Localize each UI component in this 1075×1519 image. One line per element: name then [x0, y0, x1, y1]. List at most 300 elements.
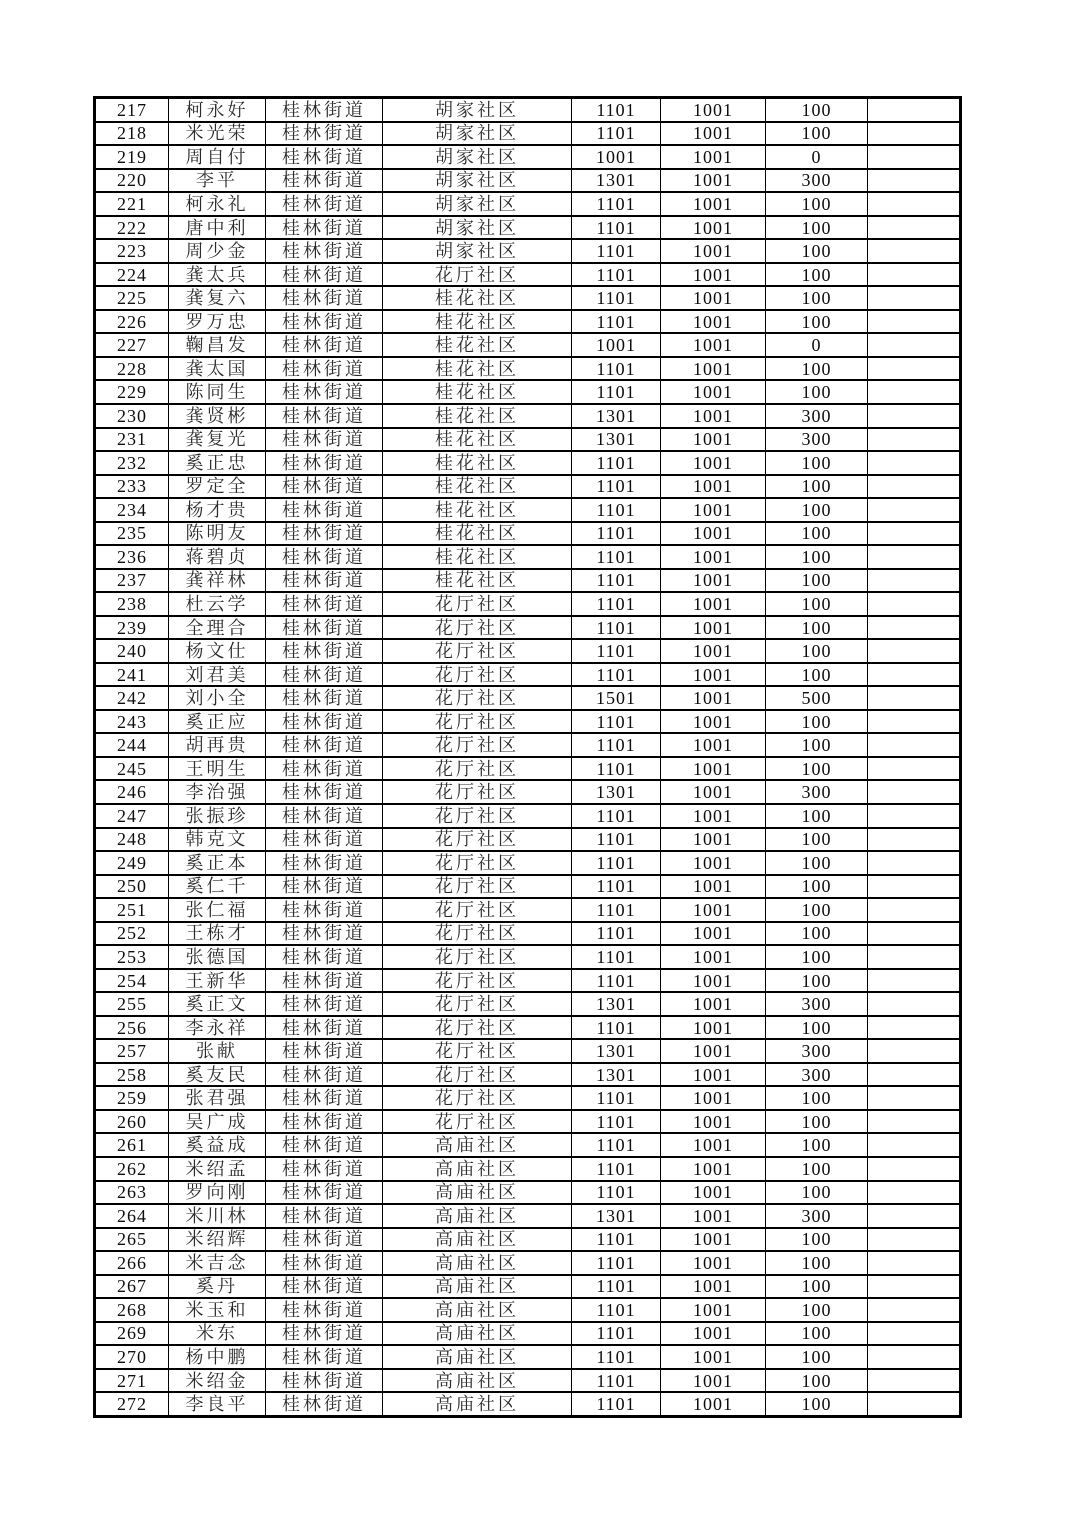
amount-cell-3: 100: [766, 98, 868, 122]
street-cell: 桂林街道: [266, 592, 383, 616]
name-cell: 周少金: [169, 239, 266, 263]
amount-cell-3: 100: [766, 1345, 868, 1369]
amount-cell-2: 1001: [661, 310, 766, 334]
table-row: [95, 333, 961, 357]
table-row: [95, 239, 961, 263]
row-number-cell: 249: [95, 851, 169, 875]
name-cell: 米川林: [169, 1204, 266, 1228]
community-cell: 高庙社区: [383, 1204, 572, 1228]
amount-cell-3: 500: [766, 686, 868, 710]
amount-cell-2: 1001: [661, 357, 766, 381]
empty-cell: [868, 333, 961, 357]
community-cell: 高庙社区: [383, 1181, 572, 1205]
table-row: [95, 428, 961, 452]
name-cell: 全理合: [169, 616, 266, 640]
community-cell: 花厅社区: [383, 686, 572, 710]
table-row: [95, 828, 961, 852]
name-cell: 罗向刚: [169, 1181, 266, 1205]
amount-cell-2: 1001: [661, 1251, 766, 1275]
amount-cell-3: 300: [766, 1204, 868, 1228]
amount-cell-1: 1101: [572, 875, 661, 899]
amount-cell-2: 1001: [661, 1086, 766, 1110]
table-row: [95, 639, 961, 663]
street-cell: 桂林街道: [266, 780, 383, 804]
row-number-cell: 238: [95, 592, 169, 616]
amount-cell-3: 300: [766, 1063, 868, 1087]
empty-cell: [868, 1392, 961, 1416]
name-cell: 龚复光: [169, 428, 266, 452]
name-cell: 米玉和: [169, 1298, 266, 1322]
amount-cell-3: 100: [766, 898, 868, 922]
name-cell: 王新华: [169, 969, 266, 993]
table-body: [95, 98, 961, 1417]
row-number-cell: 218: [95, 122, 169, 146]
amount-cell-2: 1001: [661, 1110, 766, 1134]
amount-cell-1: 1101: [572, 192, 661, 216]
amount-cell-2: 1001: [661, 592, 766, 616]
table-row: [95, 169, 961, 193]
street-cell: 桂林街道: [266, 475, 383, 499]
table-row: [95, 804, 961, 828]
community-cell: 高庙社区: [383, 1298, 572, 1322]
street-cell: 桂林街道: [266, 1063, 383, 1087]
amount-cell-2: 1001: [661, 686, 766, 710]
row-number-cell: 232: [95, 451, 169, 475]
empty-cell: [868, 1133, 961, 1157]
name-cell: 陈明友: [169, 522, 266, 546]
amount-cell-1: 1101: [572, 1392, 661, 1416]
amount-cell-1: 1101: [572, 898, 661, 922]
amount-cell-3: 100: [766, 804, 868, 828]
row-number-cell: 224: [95, 263, 169, 287]
amount-cell-3: 100: [766, 592, 868, 616]
table-row: [95, 1251, 961, 1275]
street-cell: 桂林街道: [266, 663, 383, 687]
name-cell: 奚丹: [169, 1275, 266, 1299]
row-number-cell: 244: [95, 733, 169, 757]
amount-cell-1: 1101: [572, 310, 661, 334]
name-cell: 米绍孟: [169, 1157, 266, 1181]
amount-cell-2: 1001: [661, 804, 766, 828]
name-cell: 李良平: [169, 1392, 266, 1416]
amount-cell-1: 1101: [572, 357, 661, 381]
table-row: [95, 1345, 961, 1369]
name-cell: 李平: [169, 169, 266, 193]
community-cell: 胡家社区: [383, 216, 572, 240]
community-cell: 花厅社区: [383, 922, 572, 946]
street-cell: 桂林街道: [266, 1322, 383, 1346]
street-cell: 桂林街道: [266, 1392, 383, 1416]
community-cell: 花厅社区: [383, 851, 572, 875]
amount-cell-2: 1001: [661, 1392, 766, 1416]
amount-cell-1: 1101: [572, 945, 661, 969]
row-number-cell: 252: [95, 922, 169, 946]
street-cell: 桂林街道: [266, 1228, 383, 1252]
street-cell: 桂林街道: [266, 498, 383, 522]
empty-cell: [868, 1322, 961, 1346]
name-cell: 张君强: [169, 1086, 266, 1110]
amount-cell-3: 100: [766, 710, 868, 734]
amount-cell-1: 1101: [572, 1133, 661, 1157]
empty-cell: [868, 710, 961, 734]
amount-cell-3: 100: [766, 663, 868, 687]
name-cell: 柯永礼: [169, 192, 266, 216]
row-number-cell: 223: [95, 239, 169, 263]
table-row: [95, 592, 961, 616]
amount-cell-2: 1001: [661, 333, 766, 357]
community-cell: 花厅社区: [383, 710, 572, 734]
street-cell: 桂林街道: [266, 1157, 383, 1181]
street-cell: 桂林街道: [266, 1110, 383, 1134]
community-cell: 高庙社区: [383, 1133, 572, 1157]
amount-cell-3: 300: [766, 169, 868, 193]
amount-cell-1: 1101: [572, 1157, 661, 1181]
amount-cell-1: 1101: [572, 1275, 661, 1299]
amount-cell-3: 100: [766, 498, 868, 522]
roster-table: [93, 96, 962, 1418]
table-row: [95, 1298, 961, 1322]
amount-cell-3: 0: [766, 145, 868, 169]
row-number-cell: 254: [95, 969, 169, 993]
amount-cell-3: 300: [766, 780, 868, 804]
amount-cell-2: 1001: [661, 569, 766, 593]
empty-cell: [868, 451, 961, 475]
street-cell: 桂林街道: [266, 1086, 383, 1110]
street-cell: 桂林街道: [266, 169, 383, 193]
empty-cell: [868, 1110, 961, 1134]
name-cell: 王明生: [169, 757, 266, 781]
amount-cell-1: 1101: [572, 1251, 661, 1275]
amount-cell-3: 300: [766, 1039, 868, 1063]
table-row: [95, 898, 961, 922]
empty-cell: [868, 922, 961, 946]
empty-cell: [868, 592, 961, 616]
row-number-cell: 240: [95, 639, 169, 663]
name-cell: 龚太兵: [169, 263, 266, 287]
street-cell: 桂林街道: [266, 1039, 383, 1063]
amount-cell-3: 100: [766, 828, 868, 852]
table-row: [95, 710, 961, 734]
empty-cell: [868, 992, 961, 1016]
name-cell: 龚复六: [169, 286, 266, 310]
amount-cell-3: 100: [766, 451, 868, 475]
amount-cell-1: 1101: [572, 733, 661, 757]
community-cell: 桂花社区: [383, 357, 572, 381]
table-row: [95, 945, 961, 969]
table-row: [95, 122, 961, 146]
table-row: [95, 451, 961, 475]
street-cell: 桂林街道: [266, 145, 383, 169]
amount-cell-1: 1101: [572, 1322, 661, 1346]
amount-cell-1: 1101: [572, 216, 661, 240]
name-cell: 龚祥林: [169, 569, 266, 593]
table-row: [95, 286, 961, 310]
street-cell: 桂林街道: [266, 522, 383, 546]
empty-cell: [868, 357, 961, 381]
amount-cell-3: 100: [766, 757, 868, 781]
amount-cell-3: 100: [766, 569, 868, 593]
street-cell: 桂林街道: [266, 428, 383, 452]
name-cell: 周自付: [169, 145, 266, 169]
empty-cell: [868, 192, 961, 216]
amount-cell-2: 1001: [661, 922, 766, 946]
amount-cell-1: 1101: [572, 922, 661, 946]
name-cell: 罗定全: [169, 475, 266, 499]
amount-cell-1: 1101: [572, 639, 661, 663]
amount-cell-2: 1001: [661, 1322, 766, 1346]
amount-cell-1: 1001: [572, 145, 661, 169]
table-row: [95, 475, 961, 499]
name-cell: 奚正本: [169, 851, 266, 875]
table-row: [95, 192, 961, 216]
amount-cell-3: 100: [766, 969, 868, 993]
table-row: [95, 992, 961, 1016]
amount-cell-2: 1001: [661, 639, 766, 663]
amount-cell-1: 1101: [572, 757, 661, 781]
amount-cell-2: 1001: [661, 1204, 766, 1228]
table-row: [95, 380, 961, 404]
table-row: [95, 663, 961, 687]
amount-cell-1: 1101: [572, 451, 661, 475]
amount-cell-1: 1301: [572, 428, 661, 452]
amount-cell-2: 1001: [661, 898, 766, 922]
street-cell: 桂林街道: [266, 192, 383, 216]
amount-cell-2: 1001: [661, 216, 766, 240]
street-cell: 桂林街道: [266, 922, 383, 946]
community-cell: 桂花社区: [383, 404, 572, 428]
street-cell: 桂林街道: [266, 804, 383, 828]
empty-cell: [868, 1063, 961, 1087]
row-number-cell: 246: [95, 780, 169, 804]
table-row: [95, 1110, 961, 1134]
community-cell: 花厅社区: [383, 898, 572, 922]
row-number-cell: 220: [95, 169, 169, 193]
community-cell: 桂花社区: [383, 451, 572, 475]
street-cell: 桂林街道: [266, 828, 383, 852]
amount-cell-1: 1101: [572, 122, 661, 146]
empty-cell: [868, 98, 961, 122]
name-cell: 吴广成: [169, 1110, 266, 1134]
amount-cell-3: 100: [766, 239, 868, 263]
street-cell: 桂林街道: [266, 733, 383, 757]
amount-cell-2: 1001: [661, 1298, 766, 1322]
street-cell: 桂林街道: [266, 1345, 383, 1369]
community-cell: 花厅社区: [383, 1110, 572, 1134]
street-cell: 桂林街道: [266, 216, 383, 240]
community-cell: 花厅社区: [383, 828, 572, 852]
table-row: [95, 875, 961, 899]
street-cell: 桂林街道: [266, 1251, 383, 1275]
street-cell: 桂林街道: [266, 969, 383, 993]
empty-cell: [868, 428, 961, 452]
amount-cell-2: 1001: [661, 945, 766, 969]
amount-cell-1: 1301: [572, 780, 661, 804]
amount-cell-1: 1101: [572, 804, 661, 828]
street-cell: 桂林街道: [266, 686, 383, 710]
amount-cell-1: 1101: [572, 1369, 661, 1393]
amount-cell-2: 1001: [661, 1369, 766, 1393]
street-cell: 桂林街道: [266, 875, 383, 899]
street-cell: 桂林街道: [266, 357, 383, 381]
name-cell: 张德国: [169, 945, 266, 969]
amount-cell-3: 100: [766, 1392, 868, 1416]
street-cell: 桂林街道: [266, 1275, 383, 1299]
name-cell: 奚益成: [169, 1133, 266, 1157]
amount-cell-1: 1101: [572, 263, 661, 287]
amount-cell-2: 1001: [661, 663, 766, 687]
amount-cell-1: 1101: [572, 969, 661, 993]
community-cell: 高庙社区: [383, 1345, 572, 1369]
street-cell: 桂林街道: [266, 898, 383, 922]
amount-cell-3: 300: [766, 428, 868, 452]
street-cell: 桂林街道: [266, 545, 383, 569]
empty-cell: [868, 545, 961, 569]
amount-cell-2: 1001: [661, 992, 766, 1016]
community-cell: 高庙社区: [383, 1275, 572, 1299]
amount-cell-3: 300: [766, 404, 868, 428]
community-cell: 胡家社区: [383, 145, 572, 169]
community-cell: 高庙社区: [383, 1157, 572, 1181]
community-cell: 桂花社区: [383, 475, 572, 499]
amount-cell-2: 1001: [661, 780, 766, 804]
amount-cell-2: 1001: [661, 145, 766, 169]
community-cell: 高庙社区: [383, 1251, 572, 1275]
amount-cell-2: 1001: [661, 1275, 766, 1299]
amount-cell-3: 100: [766, 1228, 868, 1252]
empty-cell: [868, 522, 961, 546]
row-number-cell: 217: [95, 98, 169, 122]
row-number-cell: 266: [95, 1251, 169, 1275]
row-number-cell: 268: [95, 1298, 169, 1322]
empty-cell: [868, 1204, 961, 1228]
name-cell: 奚仁千: [169, 875, 266, 899]
empty-cell: [868, 1251, 961, 1275]
amount-cell-1: 1101: [572, 239, 661, 263]
amount-cell-3: 100: [766, 1133, 868, 1157]
amount-cell-3: 300: [766, 992, 868, 1016]
community-cell: 胡家社区: [383, 239, 572, 263]
table-row: [95, 522, 961, 546]
street-cell: 桂林街道: [266, 98, 383, 122]
amount-cell-3: 100: [766, 263, 868, 287]
table-row: [95, 1275, 961, 1299]
community-cell: 胡家社区: [383, 98, 572, 122]
amount-cell-1: 1101: [572, 1110, 661, 1134]
street-cell: 桂林街道: [266, 1369, 383, 1393]
empty-cell: [868, 851, 961, 875]
table-row: [95, 1157, 961, 1181]
community-cell: 花厅社区: [383, 263, 572, 287]
row-number-cell: 222: [95, 216, 169, 240]
community-cell: 桂花社区: [383, 380, 572, 404]
amount-cell-1: 1101: [572, 545, 661, 569]
amount-cell-2: 1001: [661, 1181, 766, 1205]
row-number-cell: 229: [95, 380, 169, 404]
community-cell: 花厅社区: [383, 1016, 572, 1040]
row-number-cell: 248: [95, 828, 169, 852]
name-cell: 鞠昌发: [169, 333, 266, 357]
community-cell: 桂花社区: [383, 286, 572, 310]
amount-cell-2: 1001: [661, 498, 766, 522]
row-number-cell: 261: [95, 1133, 169, 1157]
row-number-cell: 230: [95, 404, 169, 428]
empty-cell: [868, 828, 961, 852]
row-number-cell: 267: [95, 1275, 169, 1299]
amount-cell-2: 1001: [661, 169, 766, 193]
row-number-cell: 251: [95, 898, 169, 922]
street-cell: 桂林街道: [266, 757, 383, 781]
amount-cell-1: 1301: [572, 1039, 661, 1063]
street-cell: 桂林街道: [266, 569, 383, 593]
street-cell: 桂林街道: [266, 1016, 383, 1040]
community-cell: 高庙社区: [383, 1322, 572, 1346]
amount-cell-2: 1001: [661, 1345, 766, 1369]
name-cell: 李永祥: [169, 1016, 266, 1040]
amount-cell-2: 1001: [661, 969, 766, 993]
table-row: [95, 310, 961, 334]
amount-cell-3: 100: [766, 522, 868, 546]
amount-cell-3: 100: [766, 1369, 868, 1393]
amount-cell-3: 100: [766, 216, 868, 240]
amount-cell-2: 1001: [661, 192, 766, 216]
table-row: [95, 686, 961, 710]
amount-cell-3: 100: [766, 380, 868, 404]
amount-cell-2: 1001: [661, 522, 766, 546]
street-cell: 桂林街道: [266, 992, 383, 1016]
empty-cell: [868, 733, 961, 757]
amount-cell-3: 100: [766, 286, 868, 310]
table-row: [95, 263, 961, 287]
name-cell: 奚正文: [169, 992, 266, 1016]
amount-cell-2: 1001: [661, 733, 766, 757]
amount-cell-1: 1101: [572, 1016, 661, 1040]
table-row: [95, 757, 961, 781]
street-cell: 桂林街道: [266, 451, 383, 475]
table-row: [95, 145, 961, 169]
table-row: [95, 404, 961, 428]
amount-cell-2: 1001: [661, 1133, 766, 1157]
community-cell: 高庙社区: [383, 1392, 572, 1416]
street-cell: 桂林街道: [266, 639, 383, 663]
name-cell: 张振珍: [169, 804, 266, 828]
street-cell: 桂林街道: [266, 1181, 383, 1205]
name-cell: 蒋碧贞: [169, 545, 266, 569]
community-cell: 桂花社区: [383, 333, 572, 357]
amount-cell-3: 100: [766, 475, 868, 499]
amount-cell-3: 100: [766, 733, 868, 757]
amount-cell-3: 100: [766, 122, 868, 146]
amount-cell-1: 1101: [572, 98, 661, 122]
name-cell: 罗万忠: [169, 310, 266, 334]
amount-cell-3: 100: [766, 1181, 868, 1205]
amount-cell-1: 1101: [572, 1298, 661, 1322]
amount-cell-2: 1001: [661, 875, 766, 899]
community-cell: 花厅社区: [383, 757, 572, 781]
community-cell: 花厅社区: [383, 1063, 572, 1087]
name-cell: 龚太国: [169, 357, 266, 381]
amount-cell-2: 1001: [661, 616, 766, 640]
community-cell: 花厅社区: [383, 616, 572, 640]
row-number-cell: 259: [95, 1086, 169, 1110]
empty-cell: [868, 875, 961, 899]
empty-cell: [868, 1016, 961, 1040]
name-cell: 刘君美: [169, 663, 266, 687]
row-number-cell: 270: [95, 1345, 169, 1369]
name-cell: 杜云学: [169, 592, 266, 616]
community-cell: 花厅社区: [383, 969, 572, 993]
community-cell: 花厅社区: [383, 945, 572, 969]
row-number-cell: 247: [95, 804, 169, 828]
